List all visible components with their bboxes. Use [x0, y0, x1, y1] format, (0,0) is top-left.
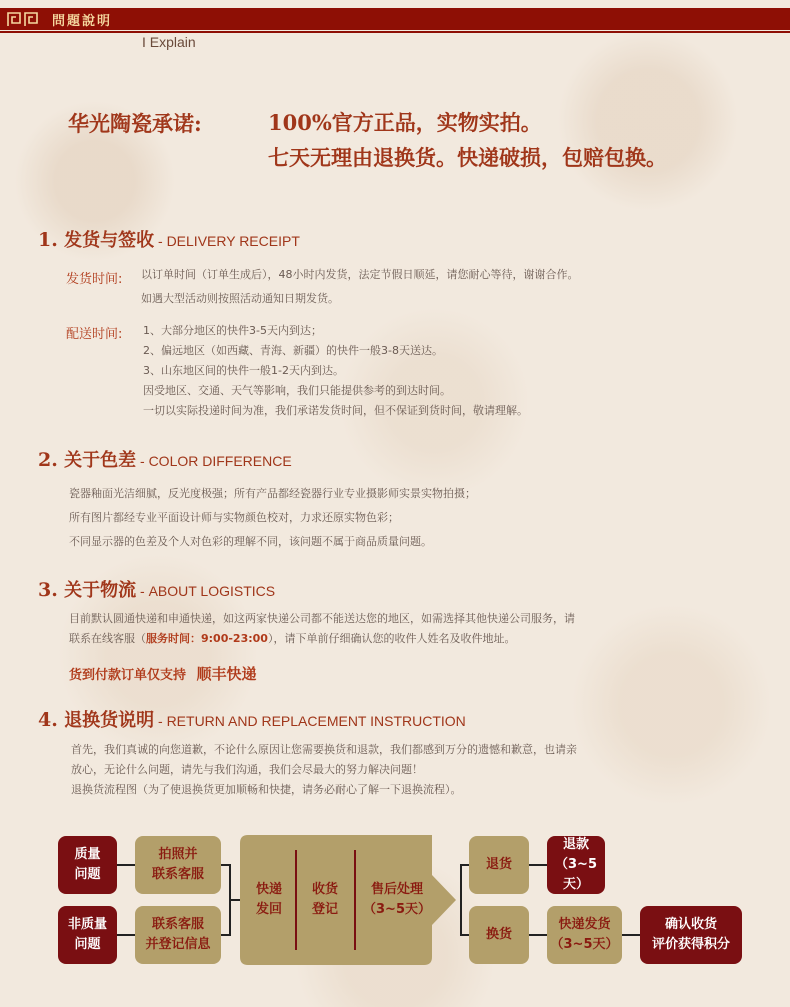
- connector: [460, 864, 462, 936]
- section-3-number: 3.: [38, 579, 58, 601]
- process-divider: [295, 850, 297, 950]
- header-subtitle: I Explain: [142, 34, 196, 50]
- section-2-number: 2.: [38, 449, 58, 471]
- color-diff-line: 瓷器釉面光洁细腻，反光度极强；所有产品都经瓷器行业专业摄影师实景实物拍摄；: [69, 487, 476, 500]
- logistics-text: [69, 609, 669, 649]
- photo-contact-label: 拍照并 联系客服: [151, 847, 204, 882]
- section-1-heading: [38, 226, 300, 252]
- delivery-line: 3、山东地区间的快件一般1-2天内到达。: [143, 364, 344, 377]
- delivery-line: 2、偏远地区（如西藏、青海、新疆）的快件一般3-8天送达。: [143, 344, 443, 357]
- section-4-heading: [38, 706, 466, 732]
- ship-line: 以订单时间（订单生成后），48小时内发货，法定节假日顺延，请您耐心等待，谢谢合作。: [141, 268, 579, 281]
- quality-issue-box: [58, 836, 117, 894]
- refund-box: [547, 836, 605, 894]
- connector: [621, 934, 641, 936]
- return-line: 首先，我们真诚的向您道歉，不论什么原因让您需要换货和退款，我们都感到万分的遗憾和歉意，也请亲: [71, 743, 577, 756]
- exchange-box: [469, 906, 529, 964]
- cod-notice-text: 货到付款订单仅支持: [69, 668, 187, 683]
- section-3-heading: [38, 576, 275, 602]
- delivery-time-label: 配送时间:: [66, 327, 123, 342]
- ship-time-text: [141, 265, 741, 309]
- after-sale-label: 售后处理 （3~5天）: [363, 882, 431, 917]
- quality-issue-label: 质量 问题: [74, 847, 101, 882]
- color-diff-line: 所有图片都经专业平面设计师与实物颜色校对，力求还原实物色彩；: [69, 511, 399, 524]
- delivery-line: 一切以实际投递时间为准，我们承诺发货时间，但不保证到货时间，敬请理解。: [143, 404, 528, 417]
- photo-contact-box: [135, 836, 221, 894]
- return-text: [71, 740, 671, 800]
- connector: [116, 864, 136, 866]
- send-back-label: 快递 发回: [255, 882, 282, 917]
- service-hours: 服务时间：9:00-23:00: [146, 632, 268, 645]
- cod-notice: [69, 663, 257, 684]
- section-2-en: - COLOR DIFFERENCE: [136, 453, 292, 469]
- return-goods-box: [469, 836, 529, 894]
- non-quality-issue-box: [58, 906, 117, 964]
- return-line: 放心，无论什么问题，请先与我们沟通，我们会尽最大的努力解决问题！: [71, 763, 423, 776]
- receive-register-step: [300, 865, 350, 935]
- promise-line-2: 七天无理由退换货。快递破损，包赔包换。: [268, 145, 667, 170]
- exchange-label: 换货: [485, 927, 512, 942]
- section-4-en: - RETURN AND REPLACEMENT INSTRUCTION: [154, 713, 466, 729]
- ship-line: 如遇大型活动则按照活动通知日期发货。: [141, 292, 339, 305]
- return-goods-label: 退货: [485, 857, 512, 872]
- contact-register-box: [135, 906, 221, 964]
- section-2-title: 关于色差: [64, 450, 137, 471]
- promise-label: 华光陶瓷承诺:: [68, 111, 202, 136]
- section-3-title: 关于物流: [64, 580, 137, 601]
- send-back-step: [246, 865, 292, 935]
- logistics-line-2-b: ），请下单前仔细确认您的收件人姓名及收件地址。: [267, 632, 516, 645]
- header-bar: [0, 8, 790, 30]
- ship-out-box: [547, 906, 622, 964]
- color-diff-line: 不同显示器的色差及个人对色彩的理解不同，该问题不属于商品质量问题。: [69, 535, 432, 548]
- non-quality-issue-label: 非质量 问题: [67, 917, 107, 952]
- refund-label: 退款 （3~5天）: [555, 837, 597, 892]
- section-2-heading: [38, 446, 292, 472]
- delivery-line: 1、大部分地区的快件3-5天内到达；: [143, 324, 322, 337]
- fret-pattern-icon: [6, 10, 40, 28]
- section-1-en: - DELIVERY RECEIPT: [154, 233, 300, 249]
- section-3-en: - ABOUT LOGISTICS: [136, 583, 276, 599]
- section-4-number: 4.: [38, 709, 58, 731]
- confirm-receipt-label: 确认收货 评价获得积分: [651, 917, 730, 952]
- header-title: 問題說明: [52, 14, 113, 29]
- section-1-title: 发货与签收: [64, 230, 155, 251]
- contact-register-label: 联系客服 并登记信息: [145, 917, 211, 952]
- section-1-number: 1.: [38, 229, 58, 251]
- logistics-line-1: 目前默认圆通快递和申通快递，如这两家快递公司都不能送达您的地区，如需选择其他快递公司服务，请: [69, 612, 575, 625]
- receive-register-label: 收货 登记: [311, 882, 338, 917]
- section-4-title: 退换货说明: [64, 710, 155, 731]
- logistics-line-2-a: 联系在线客服（: [69, 632, 146, 645]
- return-line: 退换货流程图（为了使退换货更加顺畅和快捷，请务必耐心了解一下退换流程）。: [71, 783, 462, 796]
- connector: [116, 934, 136, 936]
- connector: [528, 934, 548, 936]
- confirm-receipt-box: [640, 906, 742, 964]
- after-sale-step: [358, 865, 436, 935]
- delivery-time-text: [143, 321, 703, 421]
- color-diff-text: [69, 482, 669, 554]
- process-divider: [354, 850, 356, 950]
- logistics-line-2: [69, 629, 669, 649]
- delivery-line: 因受地区、交通、天气等影响，我们只能提供参考的到达时间。: [143, 384, 451, 397]
- cod-courier: 顺丰快递: [196, 665, 257, 683]
- connector: [528, 864, 548, 866]
- promise-line-1: 100%官方正品，实物实拍。: [268, 110, 542, 135]
- ship-out-label: 快递发货 （3~5天）: [550, 917, 619, 952]
- ship-time-label: 发货时间:: [66, 272, 123, 287]
- header-underline: [0, 31, 790, 33]
